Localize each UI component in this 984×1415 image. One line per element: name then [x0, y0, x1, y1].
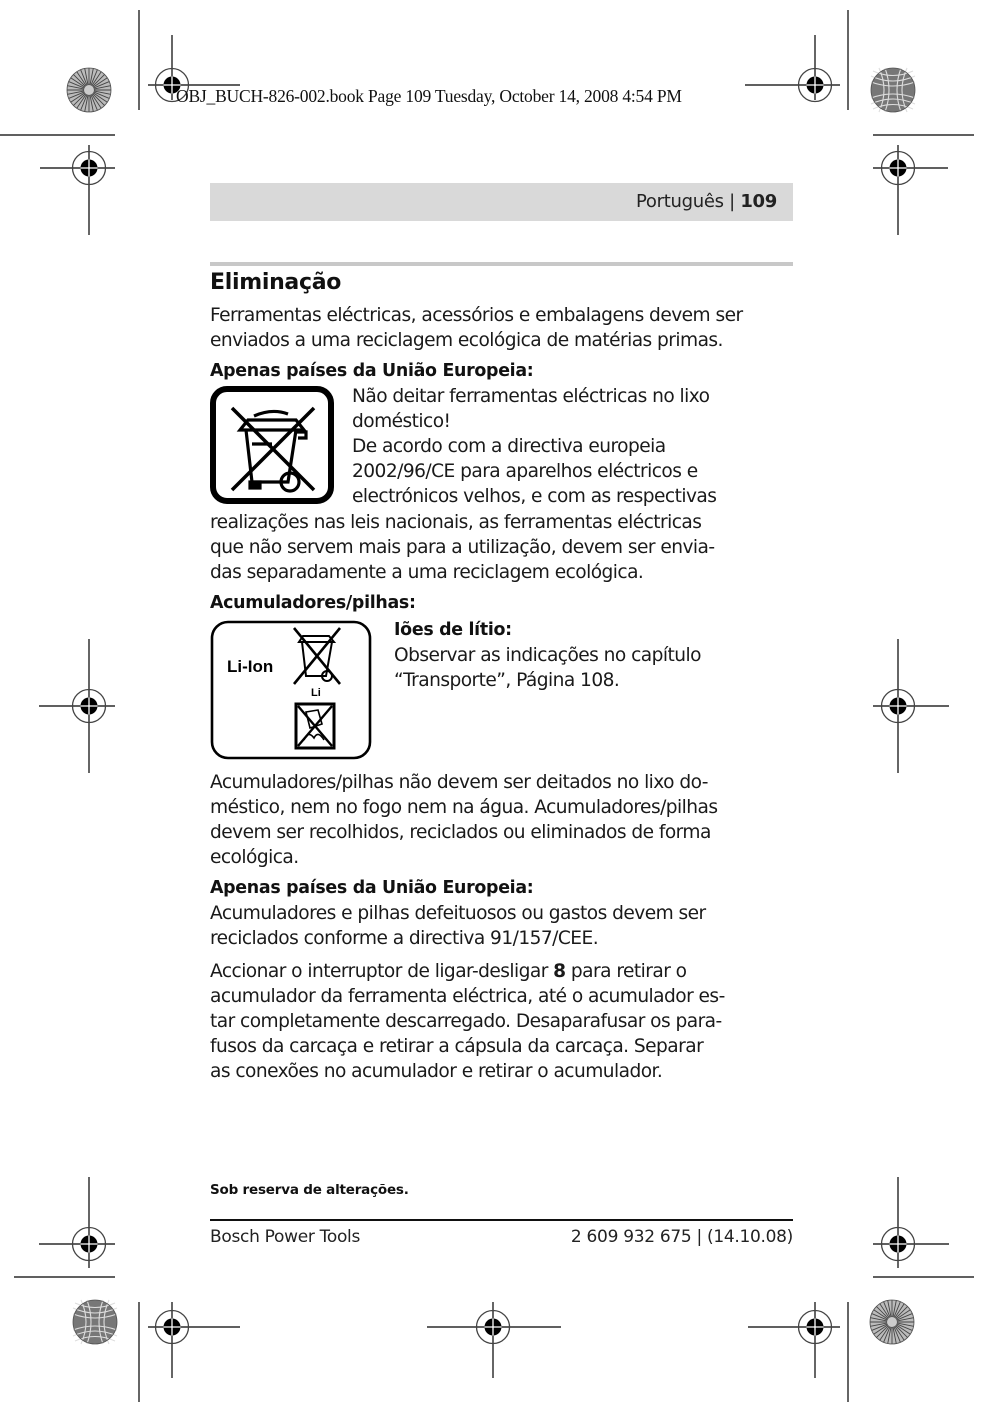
weee-continuation-3: das separadamente a uma reciclagem ecológica.	[210, 562, 644, 583]
removal-line-1: Accionar o interruptor de ligar-desligar 8 para retirar o	[210, 961, 687, 982]
page-number: 109	[740, 191, 777, 212]
reserve-note: Sob reserva de alterações.	[210, 1182, 409, 1198]
page-header-bar	[210, 183, 793, 221]
removal-line-5: as conexões no acumulador e retirar o acumulador.	[210, 1061, 663, 1082]
page-header	[636, 191, 777, 212]
weee-line-2: doméstico!	[352, 411, 451, 432]
svg-text:Li: Li	[311, 687, 321, 699]
eu-heading-2: Apenas países da União Europeia:	[210, 878, 534, 898]
weee-line-3: De acordo com a directiva europeia	[352, 436, 666, 457]
eu-heading: Apenas países da União Europeia:	[210, 361, 534, 381]
svg-text:Li-Ion: Li-Ion	[227, 657, 274, 676]
weee-block	[210, 384, 795, 510]
removal-line-3: tar completamente descarregado. Desaparafusar os para-	[210, 1011, 722, 1032]
li-ion-heading: Iões de lítio:	[394, 620, 512, 640]
li-ion-battery-disposal-icon	[210, 620, 372, 760]
intro-paragraph: Ferramentas eléctricas, acessórios e embalagens devem ser enviados a uma reciclagem ecológica de matérias primas.	[210, 305, 743, 351]
battery-disposal-line-2: méstico, nem no fogo nem na água. Acumuladores/pilhas	[210, 797, 718, 818]
footer-rule	[210, 1219, 793, 1221]
eu-battery-line-2: reciclados conforme a directiva 91/157/CEE.	[210, 928, 599, 949]
weee-continuation-1: realizações nas leis nacionais, as ferramentas eléctricas	[210, 512, 702, 533]
header-separator: |	[723, 191, 741, 212]
battery-disposal-line-3: devem ser recolhidos, reciclados ou eliminados de forma	[210, 822, 711, 843]
crossed-out-wheelie-bin-icon	[210, 386, 334, 510]
li-ion-line-1: Observar as indicações no capítulo	[394, 645, 701, 666]
weee-continuation-2: que não servem mais para a utilização, devem ser envia-	[210, 537, 715, 558]
print-slug: OBJ_BUCH-826-002.book Page 109 Tuesday, October 14, 2008 4:54 PM	[176, 86, 682, 106]
removal-line-4: fusos da carcaça e retirar a cápsula da carcaça. Separar	[210, 1036, 704, 1057]
li-ion-line-2: “Transporte”, Página 108.	[394, 670, 620, 691]
eu-battery-line-1: Acumuladores e pilhas defeituosos ou gastos devem ser	[210, 903, 706, 924]
footer-doc-number: 2 609 932 675 | (14.10.08)	[570, 1227, 793, 1247]
removal-line-2: acumulador da ferramenta eléctrica, até o acumulador es-	[210, 986, 725, 1007]
weee-line-5: electrónicos velhos, e com as respectivas	[352, 486, 717, 507]
page-content	[210, 268, 795, 1084]
weee-line-4: 2002/96/CE para aparelhos eléctricos e	[352, 461, 698, 482]
footer-brand: Bosch Power Tools	[210, 1227, 361, 1247]
li-ion-block	[210, 616, 795, 760]
weee-line-1: Não deitar ferramentas eléctricas no lixo	[352, 386, 710, 407]
section-title: Eliminação	[210, 270, 342, 295]
batteries-heading: Acumuladores/pilhas:	[210, 593, 416, 613]
header-language: Português	[636, 191, 724, 212]
battery-disposal-line-1: Acumuladores/pilhas não devem ser deitados no lixo do-	[210, 772, 708, 793]
battery-disposal-line-4: ecológica.	[210, 847, 299, 868]
component-reference-8: 8	[553, 961, 566, 982]
section-rule	[210, 262, 793, 266]
